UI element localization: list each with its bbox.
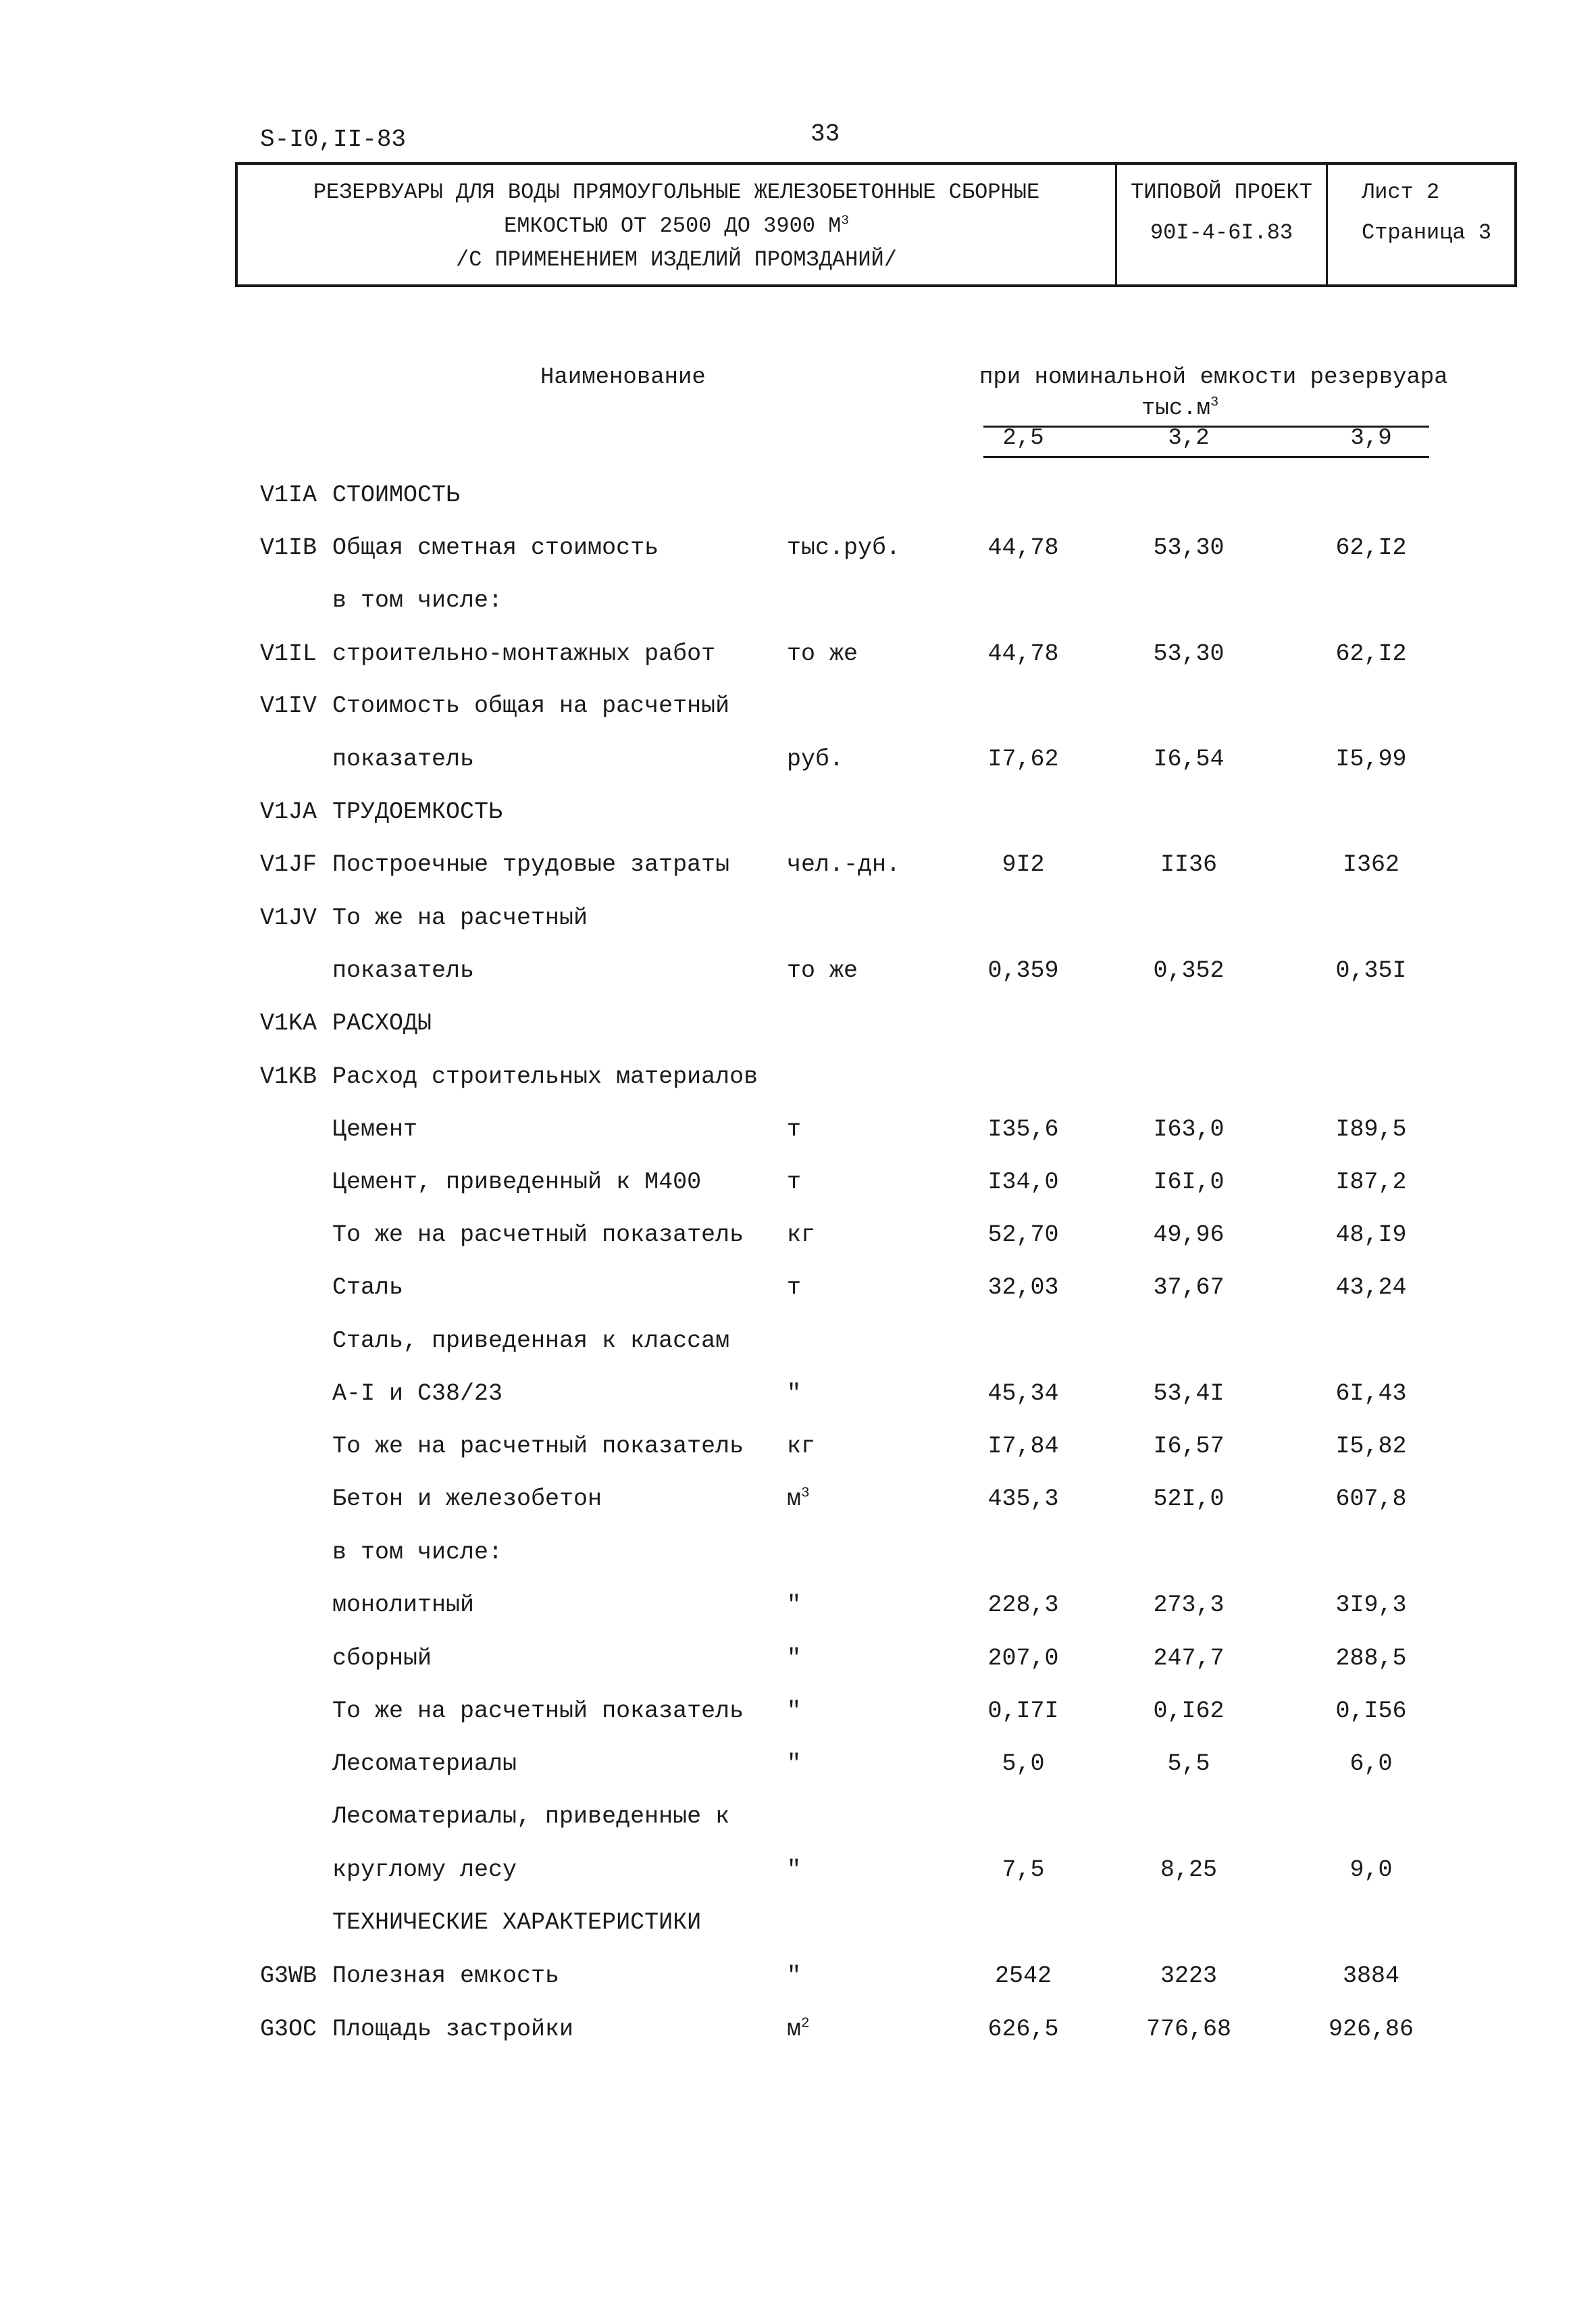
row-code: V1JF: [260, 851, 317, 878]
title-unit-superscript: 3: [841, 213, 849, 228]
row-unit: т: [787, 1169, 802, 1196]
row-name: Полезная емкость: [332, 1962, 560, 1989]
title-line-2: [238, 213, 1115, 238]
row-unit: чел.-дн.: [787, 851, 901, 878]
page-label: Страница 3: [1362, 220, 1492, 245]
row-unit: [787, 1485, 810, 1513]
table-row: [0, 1750, 1596, 1791]
table-row: [0, 905, 1596, 945]
row-name: Сталь: [332, 1274, 404, 1301]
row-name: Лесоматериалы: [332, 1750, 517, 1777]
row-value-3900: I89,5: [1335, 1116, 1407, 1143]
row-value-3200: I63,0: [1153, 1116, 1225, 1143]
page-number: 33: [810, 120, 840, 148]
capacity-unit-superscript: 3: [1210, 395, 1219, 411]
title-block: [235, 162, 1517, 287]
row-code: V1IL: [260, 640, 317, 667]
table-row: [0, 1803, 1596, 1844]
row-name: СТОИМОСТЬ: [332, 482, 461, 509]
table-row: [0, 1380, 1596, 1421]
sheet-label: Лист 2: [1362, 180, 1440, 205]
table-row: [0, 1485, 1596, 1526]
row-code: G3WB: [260, 1962, 317, 1989]
title-line-2-text: ЕМКОСТЬЮ ОТ 2500 ДО 3900 М: [504, 213, 842, 238]
row-unit-text: м: [787, 2016, 802, 2043]
row-unit: [787, 2016, 810, 2043]
row-value-2500: 2542: [994, 1962, 1052, 1989]
row-unit: то же: [787, 957, 858, 984]
row-name: То же на расчетный показатель: [332, 1433, 744, 1460]
row-unit: тыс.руб.: [787, 534, 901, 561]
row-code: V1IB: [260, 534, 317, 561]
row-value-2500: 5,0: [1002, 1750, 1045, 1777]
row-unit: ": [787, 1645, 802, 1672]
table-row: [0, 1592, 1596, 1632]
row-value-3900: 607,8: [1335, 1485, 1407, 1513]
row-value-3900: 48,I9: [1335, 1221, 1407, 1248]
row-code: V1JA: [260, 798, 317, 825]
row-value-2500: 45,34: [987, 1380, 1059, 1407]
table-row: [0, 1169, 1596, 1209]
row-value-2500: 228,3: [987, 1592, 1059, 1619]
row-value-2500: I7,84: [987, 1433, 1059, 1460]
row-name: То же на расчетный: [332, 905, 588, 932]
header-rule-bottom: [983, 456, 1429, 458]
row-value-2500: 435,3: [987, 1485, 1059, 1513]
row-name: в том числе:: [332, 1539, 503, 1566]
row-value-3900: 6,0: [1349, 1750, 1393, 1777]
row-value-3200: I6,54: [1153, 746, 1225, 773]
row-value-3200: 49,96: [1153, 1221, 1225, 1248]
row-name: То же на расчетный показатель: [332, 1221, 744, 1248]
project-cell: [1117, 165, 1328, 284]
row-value-3900: 9,0: [1349, 1856, 1393, 1883]
row-value-2500: I35,6: [987, 1116, 1059, 1143]
row-value-2500: 0,359: [987, 957, 1059, 984]
row-value-2500: 32,03: [987, 1274, 1059, 1301]
row-name: Площадь застройки: [332, 2016, 574, 2043]
project-number: 90I-4-6I.83: [1150, 220, 1293, 245]
row-name: показатель: [332, 957, 475, 984]
row-value-3900: I362: [1342, 851, 1399, 878]
row-value-2500: 52,70: [987, 1221, 1059, 1248]
table-row: [0, 1698, 1596, 1738]
title-cell: [238, 165, 1117, 284]
table-row: [0, 692, 1596, 733]
row-unit: кг: [787, 1433, 816, 1460]
row-value-3200: 52I,0: [1153, 1485, 1225, 1513]
row-unit: то же: [787, 640, 858, 667]
row-value-3900: 3I9,3: [1335, 1592, 1407, 1619]
row-unit: ": [787, 1592, 802, 1619]
row-name: Бетон и железобетон: [332, 1485, 602, 1513]
table-row: [0, 1909, 1596, 1950]
row-unit: ": [787, 1380, 802, 1407]
row-value-3200: I6I,0: [1153, 1169, 1225, 1196]
table-row: [0, 1433, 1596, 1473]
row-value-3200: 53,4I: [1153, 1380, 1225, 1407]
title-line-3: /С ПРИМЕНЕНИЕМ ИЗДЕЛИЙ ПРОМЗДАНИЙ/: [456, 247, 897, 272]
row-unit: ": [787, 1698, 802, 1725]
row-value-3200: I6,57: [1153, 1433, 1225, 1460]
row-value-3200: 273,3: [1153, 1592, 1225, 1619]
row-code: V1IV: [260, 692, 317, 719]
row-value-3200: 53,30: [1153, 640, 1225, 667]
row-unit: ": [787, 1750, 802, 1777]
row-value-3900: 62,I2: [1335, 534, 1407, 561]
row-unit: ": [787, 1962, 802, 1989]
capacity-col-1: 2,5: [1002, 426, 1044, 451]
table-row: [0, 534, 1596, 575]
row-value-2500: I7,62: [987, 746, 1059, 773]
row-value-3900: 0,I56: [1335, 1698, 1407, 1725]
table-row: [0, 2016, 1596, 2056]
row-value-3200: 5,5: [1167, 1750, 1210, 1777]
capacity-col-3: 3,9: [1350, 426, 1392, 451]
row-name: А-I и С38/23: [332, 1380, 503, 1407]
row-name: показатель: [332, 746, 475, 773]
column-header-capacity-unit: [1141, 396, 1218, 422]
row-unit-superscript: 2: [801, 2016, 810, 2032]
row-name: ТРУДОЕМКОСТЬ: [332, 798, 503, 825]
capacity-col-2: 3,2: [1168, 426, 1210, 451]
table-row: [0, 851, 1596, 892]
row-name: Цемент, приведенный к М400: [332, 1169, 702, 1196]
row-value-3900: 288,5: [1335, 1645, 1407, 1672]
table-row: [0, 746, 1596, 786]
row-value-3900: 926,86: [1328, 2016, 1414, 2043]
document-code: S-I0,II-83: [260, 126, 407, 153]
row-code: V1IA: [260, 482, 317, 509]
row-name: сборный: [332, 1645, 432, 1672]
row-name: Расход строительных материалов: [332, 1063, 758, 1090]
table-row: [0, 1063, 1596, 1104]
row-value-3200: 3223: [1160, 1962, 1217, 1989]
row-value-3200: 776,68: [1145, 2016, 1232, 2043]
row-unit: ": [787, 1856, 802, 1883]
table-row: [0, 1962, 1596, 2003]
row-value-3900: 6I,43: [1335, 1380, 1407, 1407]
row-unit-text: м: [787, 1485, 802, 1513]
row-value-2500: 7,5: [1002, 1856, 1045, 1883]
row-name: Сталь, приведенная к классам: [332, 1327, 730, 1354]
table-row: [0, 1010, 1596, 1050]
table-row: [0, 957, 1596, 998]
row-value-3200: II36: [1160, 851, 1217, 878]
row-name: в том числе:: [332, 587, 503, 614]
row-value-3900: I87,2: [1335, 1169, 1407, 1196]
row-name: строительно-монтажных работ: [332, 640, 716, 667]
row-unit: т: [787, 1274, 802, 1301]
row-value-3200: 8,25: [1160, 1856, 1217, 1883]
column-header-name: Наименование: [540, 365, 706, 390]
table-row: [0, 1116, 1596, 1156]
row-name: монолитный: [332, 1592, 475, 1619]
row-value-2500: 44,78: [987, 534, 1059, 561]
row-name: Общая сметная стоимость: [332, 534, 659, 561]
row-name: Цемент: [332, 1116, 418, 1143]
row-value-3200: 0,I62: [1153, 1698, 1225, 1725]
table-row: [0, 1856, 1596, 1897]
row-name: Лесоматериалы, приведенные к: [332, 1803, 730, 1830]
project-label: ТИПОВОЙ ПРОЕКТ: [1131, 180, 1312, 205]
row-code: G3OC: [260, 2016, 317, 2043]
row-value-2500: 44,78: [987, 640, 1059, 667]
row-unit: кг: [787, 1221, 816, 1248]
sheet-cell: [1328, 165, 1514, 284]
table-row: [0, 798, 1596, 839]
table-row: [0, 1645, 1596, 1685]
row-unit: руб.: [787, 746, 844, 773]
row-value-3900: I5,82: [1335, 1433, 1407, 1460]
row-unit-superscript: 3: [801, 1485, 810, 1502]
row-code: V1KA: [260, 1010, 317, 1037]
table-row: [0, 1539, 1596, 1579]
row-value-3200: 0,352: [1153, 957, 1225, 984]
row-value-3200: 247,7: [1153, 1645, 1225, 1672]
table-row: [0, 1274, 1596, 1315]
row-name: ТЕХНИЧЕСКИЕ ХАРАКТЕРИСТИКИ: [332, 1909, 702, 1936]
table-row: [0, 587, 1596, 628]
row-value-2500: 0,I7I: [987, 1698, 1059, 1725]
row-value-3900: I5,99: [1335, 746, 1407, 773]
row-name: РАСХОДЫ: [332, 1010, 432, 1037]
row-value-2500: 207,0: [987, 1645, 1059, 1672]
column-header-capacity: при номинальной емкости резервуара: [979, 365, 1448, 390]
row-name: круглому лесу: [332, 1856, 517, 1883]
title-line-1: РЕЗЕРВУАРЫ ДЛЯ ВОДЫ ПРЯМОУГОЛЬНЫЕ ЖЕЛЕЗОБЕТОННЫЕ СБОРНЫЕ: [313, 180, 1040, 205]
row-value-3900: 0,35I: [1335, 957, 1407, 984]
row-value-2500: I34,0: [987, 1169, 1059, 1196]
table-row: [0, 640, 1596, 681]
row-code: V1JV: [260, 905, 317, 932]
row-value-3200: 37,67: [1153, 1274, 1225, 1301]
row-value-3900: 43,24: [1335, 1274, 1407, 1301]
row-name: Построечные трудовые затраты: [332, 851, 730, 878]
row-value-3900: 3884: [1342, 1962, 1399, 1989]
table-row: [0, 1327, 1596, 1368]
row-value-3200: 53,30: [1153, 534, 1225, 561]
row-unit: т: [787, 1116, 802, 1143]
row-value-2500: 9I2: [1002, 851, 1045, 878]
row-name: То же на расчетный показатель: [332, 1698, 744, 1725]
table-row: [0, 1221, 1596, 1262]
row-value-2500: 626,5: [987, 2016, 1059, 2043]
table-row: [0, 482, 1596, 522]
row-value-3900: 62,I2: [1335, 640, 1407, 667]
capacity-unit-text: тыс.м: [1141, 396, 1211, 422]
row-code: V1KB: [260, 1063, 317, 1090]
row-name: Стоимость общая на расчетный: [332, 692, 730, 719]
